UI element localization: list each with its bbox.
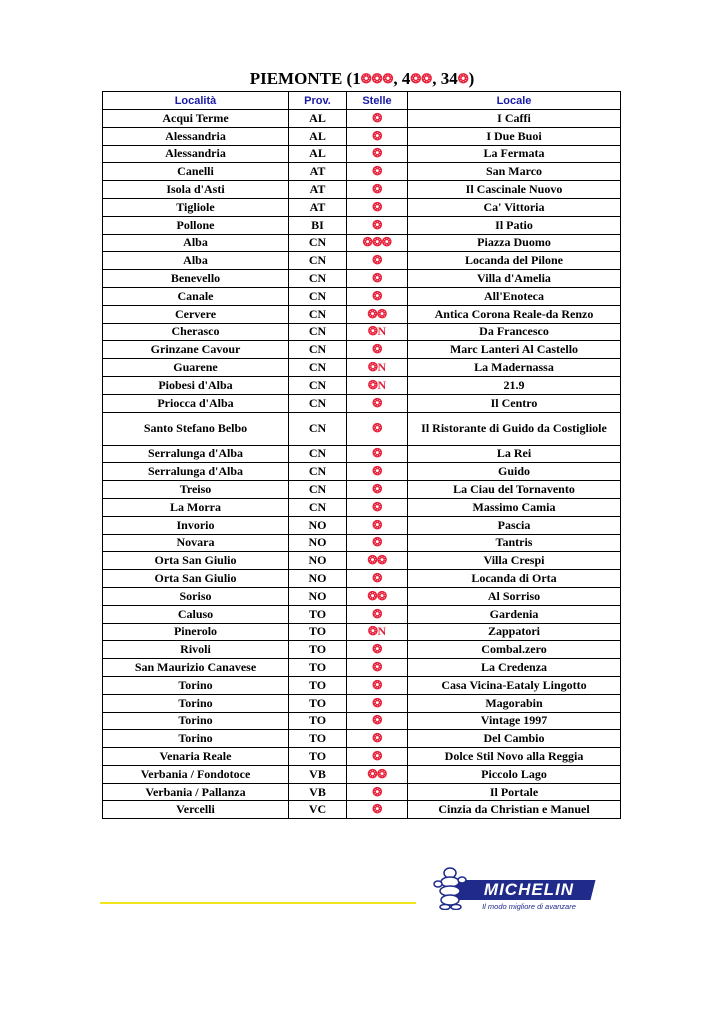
page-title	[0, 68, 724, 91]
michelin-star-icon: ❂	[372, 499, 382, 514]
cell-localita: Benevello	[103, 270, 289, 288]
michelin-star-icon: ❂	[372, 253, 382, 268]
michelin-star-icon: ❂❂❂	[362, 235, 392, 250]
cell-stelle	[347, 783, 408, 801]
cell-localita: Alba	[103, 234, 289, 252]
cell-prov: AL	[289, 145, 347, 163]
cell-localita: Pinerolo	[103, 623, 289, 641]
table-row	[103, 730, 621, 748]
cell-prov: NO	[289, 587, 347, 605]
michelin-star-icon: ❂❂	[367, 553, 387, 568]
cell-localita: Cervere	[103, 305, 289, 323]
cell-locale: Villa d'Amelia	[408, 270, 621, 288]
michelin-star-icon: ❂	[372, 606, 382, 621]
michelin-star-icon: ❂	[372, 446, 382, 461]
cell-prov: CN	[289, 234, 347, 252]
cell-locale: Da Francesco	[408, 323, 621, 341]
cell-prov: CN	[289, 323, 347, 341]
table-row	[103, 783, 621, 801]
cell-locale: Villa Crespi	[408, 552, 621, 570]
table-row	[103, 341, 621, 359]
cell-prov: CN	[289, 376, 347, 394]
title-region: PIEMONTE (1	[249, 69, 361, 88]
michelin-star-icon: ❂	[372, 517, 382, 532]
header-localita: Località	[103, 92, 289, 110]
michelin-star-icon: ❂	[372, 271, 382, 286]
cell-locale: Tantris	[408, 534, 621, 552]
table-row	[103, 463, 621, 481]
logo-wordmark: MICHELIN	[483, 880, 575, 899]
table-row	[103, 110, 621, 128]
cell-stelle	[347, 659, 408, 677]
table-row	[103, 694, 621, 712]
cell-locale: Massimo Camia	[408, 498, 621, 516]
table-row	[103, 676, 621, 694]
cell-localita: Cherasco	[103, 323, 289, 341]
cell-prov: CN	[289, 498, 347, 516]
cell-stelle	[347, 110, 408, 128]
cell-prov: TO	[289, 623, 347, 641]
table-row	[103, 323, 621, 341]
michelin-star-icon: ❂	[372, 110, 382, 125]
cell-stelle	[347, 587, 408, 605]
table-row	[103, 359, 621, 377]
cell-locale: Dolce Stil Novo alla Reggia	[408, 748, 621, 766]
table-row	[103, 412, 621, 445]
michelin-star-icon: ❂	[372, 342, 382, 357]
cell-prov: CN	[289, 445, 347, 463]
cell-prov: TO	[289, 748, 347, 766]
table-row	[103, 623, 621, 641]
cell-locale: Cinzia da Christian e Manuel	[408, 801, 621, 819]
michelin-star-icon: ❂	[372, 482, 382, 497]
cell-prov: CN	[289, 252, 347, 270]
title-sep-1: , 4	[393, 69, 411, 88]
cell-locale: La Madernassa	[408, 359, 621, 377]
cell-locale: 21.9	[408, 376, 621, 394]
title-close: )	[468, 69, 475, 88]
cell-locale: Vintage 1997	[408, 712, 621, 730]
table-row	[103, 181, 621, 199]
cell-locale: Ca' Vittoria	[408, 198, 621, 216]
table-row	[103, 748, 621, 766]
cell-locale: Locanda del Pilone	[408, 252, 621, 270]
cell-locale: All'Enoteca	[408, 287, 621, 305]
new-entry-badge: N	[377, 324, 387, 339]
cell-stelle	[347, 234, 408, 252]
cell-stelle	[347, 605, 408, 623]
table-row	[103, 605, 621, 623]
table-row	[103, 394, 621, 412]
michelin-star-icon: ❂❂	[367, 306, 387, 321]
yellow-divider-line	[100, 902, 416, 904]
cell-localita: Pollone	[103, 216, 289, 234]
table-row	[103, 216, 621, 234]
michelin-star-icon: ❂	[372, 288, 382, 303]
table-row	[103, 198, 621, 216]
table-row	[103, 552, 621, 570]
michelin-star-icon: ❂	[372, 784, 382, 799]
restaurant-table	[102, 91, 621, 819]
cell-prov: AL	[289, 110, 347, 128]
cell-localita: Guarene	[103, 359, 289, 377]
cell-locale: San Marco	[408, 163, 621, 181]
cell-locale: Antica Corona Reale-da Renzo	[408, 305, 621, 323]
cell-stelle	[347, 216, 408, 234]
cell-localita: Grinzane Cavour	[103, 341, 289, 359]
cell-stelle	[347, 765, 408, 783]
michelin-star-icon: ❂	[372, 731, 382, 746]
cell-prov: AL	[289, 127, 347, 145]
cell-localita: Alba	[103, 252, 289, 270]
cell-locale: La Credenza	[408, 659, 621, 677]
cell-stelle	[347, 730, 408, 748]
cell-locale: Il Patio	[408, 216, 621, 234]
cell-prov: AT	[289, 181, 347, 199]
cell-stelle	[347, 394, 408, 412]
michelin-star-icon: ❂	[372, 677, 382, 692]
cell-localita: Serralunga d'Alba	[103, 445, 289, 463]
cell-prov: TO	[289, 676, 347, 694]
michelin-star-icon: ❂	[372, 128, 382, 143]
cell-prov: CN	[289, 359, 347, 377]
michelin-star-icon: ❂	[372, 199, 382, 214]
table-row	[103, 534, 621, 552]
cell-locale: Casa Vicina-Eataly Lingotto	[408, 676, 621, 694]
cell-localita: Tigliole	[103, 198, 289, 216]
cell-localita: Torino	[103, 676, 289, 694]
cell-prov: AT	[289, 163, 347, 181]
michelin-star-icon: ❂	[367, 624, 378, 639]
table-row	[103, 376, 621, 394]
cell-locale: Guido	[408, 463, 621, 481]
table-row	[103, 570, 621, 588]
cell-prov: TO	[289, 641, 347, 659]
cell-stelle	[347, 641, 408, 659]
cell-stelle	[347, 801, 408, 819]
cell-localita: Venaria Reale	[103, 748, 289, 766]
cell-stelle	[347, 145, 408, 163]
cell-locale: I Caffi	[408, 110, 621, 128]
cell-localita: Verbania / Pallanza	[103, 783, 289, 801]
michelin-star-icon: ❂	[372, 748, 382, 763]
table-row	[103, 801, 621, 819]
cell-stelle	[347, 623, 408, 641]
cell-stelle	[347, 127, 408, 145]
table-row	[103, 127, 621, 145]
michelin-star-icon: ❂	[372, 217, 382, 232]
table-row	[103, 252, 621, 270]
cell-prov: TO	[289, 605, 347, 623]
cell-prov: CN	[289, 481, 347, 499]
michelin-star-icon: ❂	[372, 421, 382, 436]
cell-stelle	[347, 181, 408, 199]
cell-stelle	[347, 359, 408, 377]
cell-stelle	[347, 748, 408, 766]
cell-locale: Marc Lanteri Al Castello	[408, 341, 621, 359]
michelin-star-icon: ❂	[372, 660, 382, 674]
cell-stelle	[347, 341, 408, 359]
cell-stelle	[347, 676, 408, 694]
cell-localita: San Maurizio Canavese	[103, 659, 289, 677]
cell-locale: I Due Buoi	[408, 127, 621, 145]
cell-stelle	[347, 323, 408, 341]
cell-stelle	[347, 516, 408, 534]
cell-prov: CN	[289, 463, 347, 481]
michelin-star-icon: ❂❂	[367, 588, 387, 603]
cell-localita: Isola d'Asti	[103, 181, 289, 199]
cell-locale: La Rei	[408, 445, 621, 463]
michelin-star-icon: ❂	[372, 713, 382, 728]
cell-stelle	[347, 252, 408, 270]
bibendum-icon	[433, 866, 467, 910]
cell-localita: Treiso	[103, 481, 289, 499]
cell-stelle	[347, 694, 408, 712]
table-row	[103, 163, 621, 181]
table-row	[103, 481, 621, 499]
cell-locale: Zappatori	[408, 623, 621, 641]
cell-prov: VB	[289, 765, 347, 783]
cell-prov: AT	[289, 198, 347, 216]
new-entry-badge: N	[377, 624, 387, 639]
cell-stelle	[347, 445, 408, 463]
title-sep-2: , 34	[432, 69, 458, 88]
cell-prov: CN	[289, 287, 347, 305]
cell-locale: Il Centro	[408, 394, 621, 412]
title-three-star-icons: ❂❂❂	[360, 71, 394, 86]
cell-prov: CN	[289, 305, 347, 323]
cell-locale: Magorabin	[408, 694, 621, 712]
michelin-star-icon: ❂	[367, 377, 378, 392]
cell-stelle	[347, 534, 408, 552]
table-header-row	[103, 92, 621, 110]
title-two-star-icons: ❂❂	[410, 71, 433, 86]
cell-stelle	[347, 498, 408, 516]
cell-localita: Torino	[103, 730, 289, 748]
cell-stelle	[347, 463, 408, 481]
table-body	[103, 110, 621, 819]
cell-locale: Piccolo Lago	[408, 765, 621, 783]
cell-prov: TO	[289, 694, 347, 712]
cell-localita: Orta San Giulio	[103, 570, 289, 588]
cell-prov: NO	[289, 534, 347, 552]
cell-prov: NO	[289, 516, 347, 534]
cell-locale: La Fermata	[408, 145, 621, 163]
cell-locale: Del Cambio	[408, 730, 621, 748]
cell-localita: Priocca d'Alba	[103, 394, 289, 412]
cell-stelle	[347, 570, 408, 588]
michelin-star-icon: ❂	[372, 571, 382, 586]
table-row	[103, 305, 621, 323]
cell-localita: Verbania / Fondotoce	[103, 765, 289, 783]
header-prov: Prov.	[289, 92, 347, 110]
cell-prov: VB	[289, 783, 347, 801]
cell-prov: TO	[289, 659, 347, 677]
cell-stelle	[347, 712, 408, 730]
cell-locale: Gardenia	[408, 605, 621, 623]
cell-localita: La Morra	[103, 498, 289, 516]
michelin-star-icon: ❂	[372, 535, 382, 550]
cell-stelle	[347, 163, 408, 181]
header-stelle: Stelle	[347, 92, 408, 110]
cell-stelle	[347, 287, 408, 305]
header-locale: Locale	[408, 92, 621, 110]
cell-prov: TO	[289, 730, 347, 748]
cell-prov: VC	[289, 801, 347, 819]
table-row	[103, 270, 621, 288]
cell-localita: Invorio	[103, 516, 289, 534]
cell-localita: Vercelli	[103, 801, 289, 819]
cell-locale: Combal.zero	[408, 641, 621, 659]
cell-localita: Alessandria	[103, 127, 289, 145]
cell-localita: Rivoli	[103, 641, 289, 659]
cell-localita: Caluso	[103, 605, 289, 623]
michelin-star-icon: ❂	[372, 395, 382, 410]
michelin-star-icon: ❂	[372, 695, 382, 710]
cell-localita: Torino	[103, 694, 289, 712]
cell-prov: CN	[289, 394, 347, 412]
cell-prov: BI	[289, 216, 347, 234]
cell-locale: Al Sorriso	[408, 587, 621, 605]
title-one-star-icon: ❂	[457, 71, 469, 86]
cell-prov: CN	[289, 412, 347, 445]
cell-localita: Soriso	[103, 587, 289, 605]
cell-localita: Novara	[103, 534, 289, 552]
new-entry-badge: N	[377, 377, 387, 392]
cell-locale: Il Cascinale Nuovo	[408, 181, 621, 199]
cell-locale: Locanda di Orta	[408, 570, 621, 588]
michelin-star-icon: ❂	[372, 642, 382, 657]
table-row	[103, 641, 621, 659]
cell-prov: NO	[289, 552, 347, 570]
cell-prov: CN	[289, 270, 347, 288]
cell-localita: Canale	[103, 287, 289, 305]
cell-locale: Il Portale	[408, 783, 621, 801]
cell-localita: Serralunga d'Alba	[103, 463, 289, 481]
table-row	[103, 587, 621, 605]
cell-localita: Torino	[103, 712, 289, 730]
table-row	[103, 234, 621, 252]
michelin-star-icon: ❂	[372, 802, 382, 817]
cell-stelle	[347, 270, 408, 288]
cell-locale: Piazza Duomo	[408, 234, 621, 252]
table-row	[103, 287, 621, 305]
cell-stelle	[347, 198, 408, 216]
michelin-star-icon: ❂	[372, 164, 382, 179]
cell-localita: Acqui Terme	[103, 110, 289, 128]
cell-prov: NO	[289, 570, 347, 588]
cell-stelle	[347, 552, 408, 570]
table-row	[103, 659, 621, 677]
cell-stelle	[347, 412, 408, 445]
cell-localita: Piobesi d'Alba	[103, 376, 289, 394]
table-row	[103, 445, 621, 463]
table-row	[103, 498, 621, 516]
new-entry-badge: N	[377, 360, 387, 375]
michelin-star-icon: ❂	[372, 146, 382, 161]
cell-stelle	[347, 376, 408, 394]
michelin-star-icon: ❂	[372, 464, 382, 479]
cell-prov: TO	[289, 712, 347, 730]
cell-localita: Canelli	[103, 163, 289, 181]
logo-tagline: Il modo migliore di avanzare	[482, 902, 576, 911]
cell-locale: La Ciau del Tornavento	[408, 481, 621, 499]
cell-localita: Alessandria	[103, 145, 289, 163]
cell-locale: Pascia	[408, 516, 621, 534]
michelin-star-icon: ❂	[372, 182, 382, 197]
michelin-logo	[433, 866, 593, 916]
michelin-star-icon: ❂❂	[367, 766, 387, 781]
cell-locale: Il Ristorante di Guido da Costigliole	[408, 412, 621, 445]
table-row	[103, 765, 621, 783]
table-row	[103, 145, 621, 163]
michelin-star-icon: ❂	[367, 360, 378, 375]
cell-prov: CN	[289, 341, 347, 359]
table-row	[103, 712, 621, 730]
cell-stelle	[347, 481, 408, 499]
cell-localita: Orta San Giulio	[103, 552, 289, 570]
cell-localita: Santo Stefano Belbo	[103, 412, 289, 445]
cell-stelle	[347, 305, 408, 323]
table-row	[103, 516, 621, 534]
michelin-star-icon: ❂	[367, 324, 378, 339]
